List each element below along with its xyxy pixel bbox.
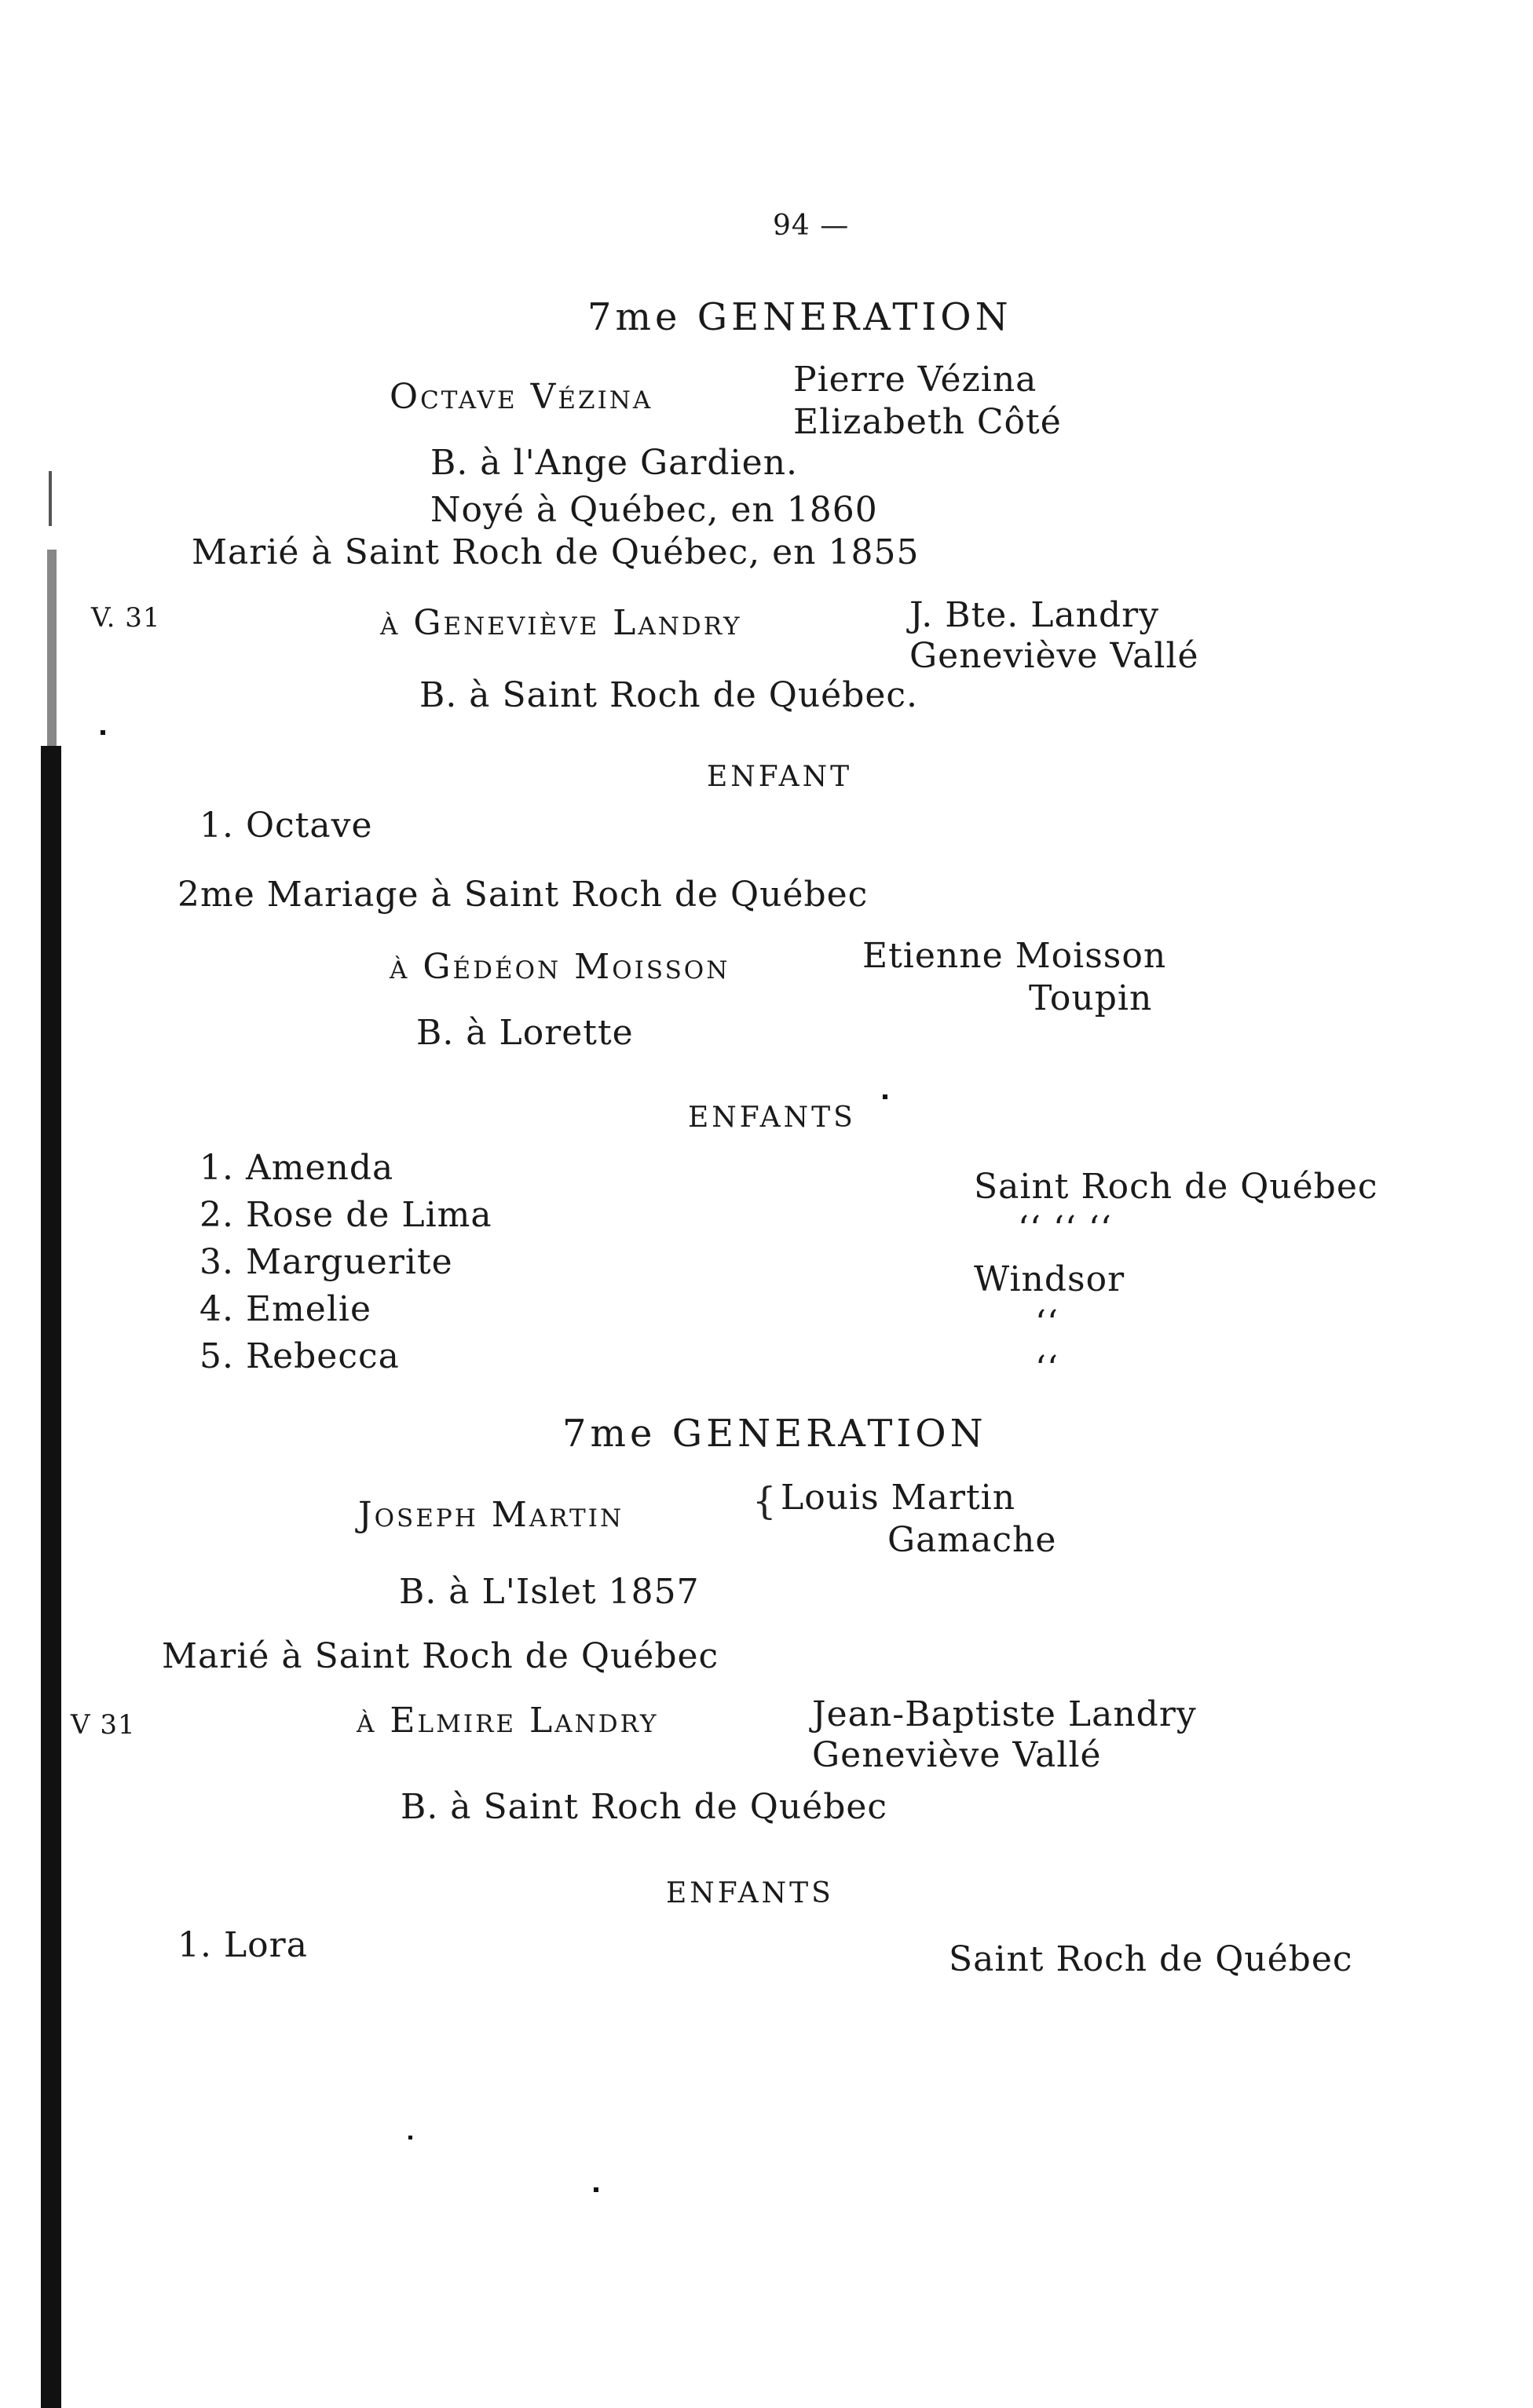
child-place: ‘‘: [1035, 1303, 1059, 1343]
wife-mother: Geneviève Vallé: [812, 1735, 1102, 1775]
child-place: Saint Roch de Québec: [974, 1167, 1378, 1207]
birth-place: B. à l'Ange Gardien.: [430, 443, 799, 483]
second-spouse-name: à Gédéon Moisson: [390, 947, 730, 987]
marriage-record: Marié à Saint Roch de Québec: [162, 1636, 719, 1676]
children-heading: ENFANT: [707, 761, 853, 793]
child-item: 1. Octave: [199, 806, 373, 846]
husband-mother: Elizabeth Côté: [793, 402, 1062, 442]
ink-speck: [101, 730, 105, 735]
husband-name: Octave Vézina: [390, 377, 653, 417]
binding-edge-faint: [47, 550, 57, 746]
death-record: Noyé à Québec, en 1860: [430, 490, 878, 530]
wife-name: à Geneviève Landry: [380, 603, 742, 643]
child-place: ‘‘ ‘‘ ‘‘: [1018, 1209, 1112, 1249]
second-spouse-father: Etienne Moisson: [862, 936, 1167, 976]
wife-name: à Elmire Landry: [357, 1701, 659, 1741]
binding-edge: [41, 746, 61, 2408]
wife-father: J. Bte. Landry: [909, 595, 1160, 635]
child-place: Saint Roch de Québec: [949, 1939, 1353, 1979]
husband-father: Pierre Vézina: [793, 360, 1037, 400]
child-place: Windsor: [974, 1259, 1125, 1299]
margin-reference: V 31: [71, 1709, 136, 1741]
wife-birth: B. à Saint Roch de Québec.: [419, 675, 919, 715]
husband-father: Louis Martin: [781, 1478, 1016, 1518]
children-heading: ENFANTS: [666, 1877, 834, 1909]
second-spouse-birth: B. à Lorette: [416, 1013, 634, 1053]
child-item: 1. Amenda: [199, 1148, 394, 1188]
ink-speck: [594, 2187, 598, 2192]
husband-mother: Gamache: [887, 1520, 1057, 1560]
margin-reference: V. 31: [91, 602, 161, 634]
child-item: 2. Rose de Lima: [199, 1195, 492, 1235]
child-place: ‘‘: [1035, 1349, 1059, 1389]
second-spouse-mother: Toupin: [1029, 978, 1153, 1018]
child-item: 4. Emelie: [199, 1289, 372, 1329]
page-number: 94 —: [773, 210, 850, 242]
wife-birth: B. à Saint Roch de Québec: [401, 1787, 888, 1827]
child-item: 1. Lora: [177, 1925, 308, 1965]
children-heading: ENFANTS: [688, 1102, 856, 1134]
second-marriage-record: 2me Mariage à Saint Roch de Québec: [177, 875, 869, 915]
ink-speck: [408, 2136, 412, 2139]
ink-speck: [883, 1094, 887, 1099]
generation-heading: 7me GENERATION: [587, 295, 1012, 339]
wife-father: Jean-Baptiste Landry: [812, 1694, 1197, 1734]
child-item: 3. Marguerite: [199, 1242, 453, 1282]
marriage-record: Marié à Saint Roch de Québec, en 1855: [192, 532, 920, 572]
brace: {: [752, 1479, 777, 1523]
wife-mother: Geneviève Vallé: [909, 636, 1199, 676]
husband-name: Joseph Martin: [358, 1495, 624, 1535]
generation-heading: 7me GENERATION: [562, 1412, 987, 1456]
birth-place: B. à L'Islet 1857: [399, 1572, 700, 1612]
binding-mark: [49, 471, 52, 526]
child-item: 5. Rebecca: [199, 1336, 400, 1376]
